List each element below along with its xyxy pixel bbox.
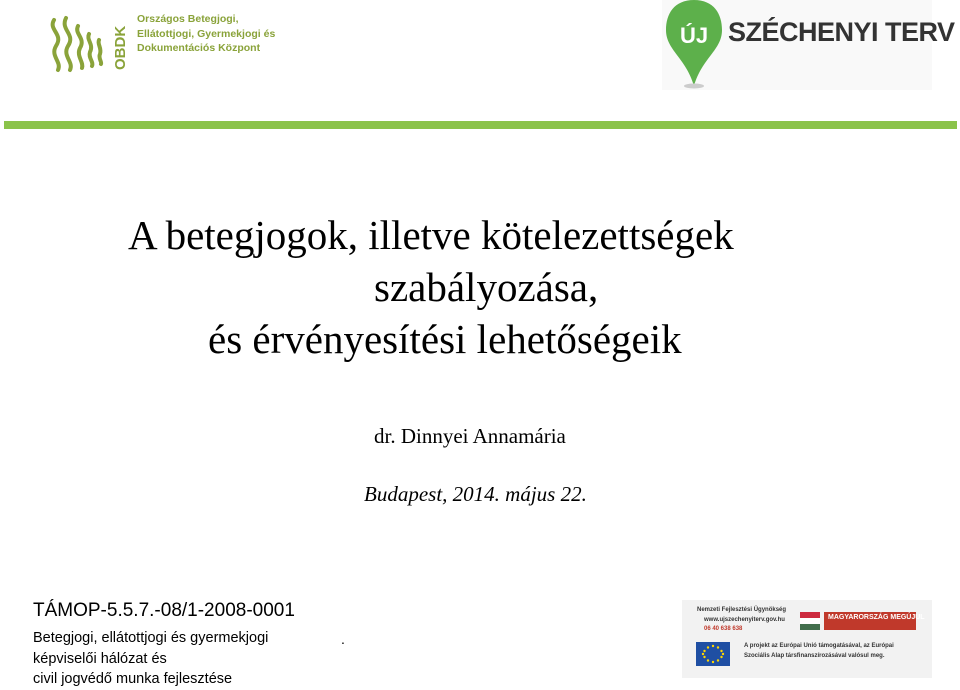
nfu-name: Nemzeti Fejlesztési Ügynökség <box>697 607 787 613</box>
nfu-url: www.ujszechenyiterv.gov.hu <box>704 617 785 623</box>
header-divider <box>4 121 957 129</box>
title-line-3: és érvényesítési lehetőségeik <box>208 316 682 362</box>
title-line-1: A betegjogok, illetve kötelezettségek <box>128 212 734 258</box>
szechenyi-terv-wordmark: SZÉCHENYI TERV <box>728 17 955 47</box>
project-description <box>33 628 268 690</box>
svg-text:ÚJ: ÚJ <box>679 23 709 48</box>
obdk-name-line: Ellátottjogi, Gyermekjogi és <box>137 27 276 40</box>
nfu-phone: 06 40 638 638 <box>704 626 743 632</box>
project-description-line: képviselői hálózat és <box>33 650 167 667</box>
eu-funding-statement-line: Szociális Alap társfinanszírozásával valósul meg. <box>744 653 885 659</box>
obdk-abbreviation-logo <box>112 14 130 72</box>
obdk-name-line: Országos Betegjogi, <box>137 13 239 25</box>
magyarorszag-megujul-badge: MAGYARORSZÁG MEGÚJUL <box>828 614 925 621</box>
place-and-date: Budapest, 2014. május 22. <box>364 482 587 506</box>
svg-text:OBDK: OBDK <box>112 25 129 70</box>
project-code: TÁMOP-5.5.7.-08/1-2008-0001 <box>33 600 295 621</box>
obdk-organization-name <box>137 12 287 56</box>
footer-dot: . <box>341 631 345 647</box>
obdk-name-line: Dokumentációs Központ <box>137 42 261 54</box>
title-line-2: szabályozása, <box>374 264 599 310</box>
project-description-line: civil jogvédő munka fejlesztése <box>33 671 233 687</box>
eu-funding-statement-line: A projekt az Európai Unió támogatásával, az Európai <box>744 643 894 649</box>
project-description-line: Betegjogi, ellátottjogi és gyermekjogi <box>33 630 269 646</box>
author-name: dr. Dinnyei Annamária <box>374 424 566 448</box>
